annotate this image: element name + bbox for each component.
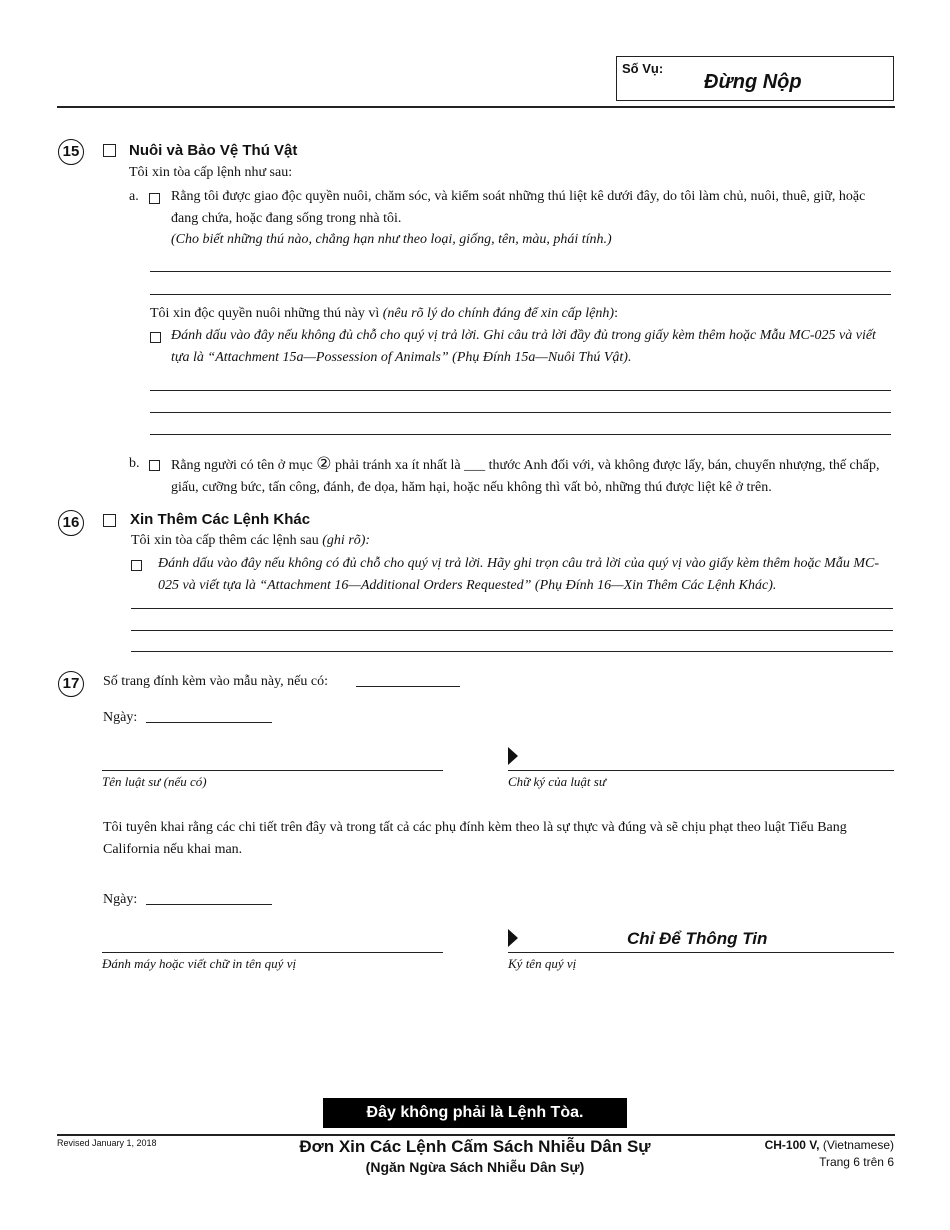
section15-attach-text: Đánh dấu vào đây nếu không đủ chỗ cho quý vị trả lời. Ghi câu trả lời đầy đủ trong giấy kèm thêm hoặc Mẫu MC-025 và viết tựa là “Attachment 15a—Possession of Animals” (Phụ Đính 15a—Nuôi Thú Vật). (171, 328, 876, 365)
section15-checkbox[interactable] (103, 143, 116, 161)
lawyer-name-label: Tên luật sư (nếu có) (102, 774, 207, 789)
item-number-15: 15 (58, 139, 84, 165)
section16-title: Xin Thêm Các Lệnh Khác (130, 511, 311, 528)
section15a-label: a. (129, 189, 139, 204)
form-code (765, 1138, 894, 1152)
signature-value[interactable]: Chỉ Để Thông Tin (627, 929, 768, 948)
section15b-text-part1: Rằng người có tên ở mục (171, 458, 313, 473)
section15-reason (150, 303, 618, 325)
petitioner-date-label: Ngày: (103, 892, 138, 907)
pages-attached-label: Số trang đính kèm vào mẫu này, nếu có: (103, 674, 328, 689)
orders-line-2[interactable] (131, 630, 893, 631)
petitioner-date-field[interactable] (146, 904, 272, 905)
section16-intro-text: Tôi xin tòa cấp thêm các lệnh sau (131, 533, 319, 548)
section15b-text (171, 453, 896, 499)
form-title: Đơn Xin Các Lệnh Cấm Sách Nhiễu Dân Sự (299, 1137, 651, 1156)
section16-intro (131, 530, 370, 552)
reason-line-2[interactable] (150, 412, 891, 413)
sign-arrow-icon (508, 929, 518, 947)
reason-line-1[interactable] (150, 390, 891, 391)
lawyer-date-label: Ngày: (103, 710, 138, 725)
section15a-hint: (Cho biết những thú nào, chẳng hạn như theo loại, giống, tên, màu, phái tính.) (171, 232, 612, 247)
declaration-text: Tôi tuyên khai rằng các chi tiết trên đây và trong tất cả các phụ đính kèm theo là sự thực và đúng và sẽ chịu phạt theo luật Tiểu Bang California nếu khai man. (103, 820, 847, 857)
sign-arrow-icon (508, 747, 518, 765)
section15b-checkbox[interactable] (149, 457, 160, 475)
form-code-id: CH-100 V, (764, 1138, 820, 1152)
section15-title: Nuôi và Bảo Vệ Thú Vật (129, 142, 298, 159)
reason-line-3[interactable] (150, 434, 891, 435)
form-subtitle: (Ngăn Ngừa Sách Nhiễu Dân Sự) (365, 1159, 585, 1175)
item-number-17: 17 (58, 671, 84, 697)
orders-line-1[interactable] (131, 608, 893, 609)
signature-label: Ký tên quý vị (508, 956, 577, 971)
section16-intro-hint: (ghi rõ): (322, 533, 371, 548)
print-name-label: Đánh máy hoặc viết chữ in tên quý vị (102, 956, 297, 971)
not-court-order-banner: Đây không phải là Lệnh Tòa. (323, 1098, 627, 1128)
section15-intro: Tôi xin tòa cấp lệnh như sau: (129, 165, 293, 180)
section16-attach-text: Đánh dấu vào đây nếu không có đủ chỗ cho quý vị trả lời. Hãy ghi trọn câu trả lời của quý vị vào giấy kèm thêm hoặc Mẫu MC-025 và viết tựa là “Attachment 16—Additional Orders Requested” (Phụ Đính 16—Xin Thêm Các Lệnh Khác). (158, 556, 880, 593)
page-info: Trang 6 trên 6 (819, 1155, 894, 1169)
section16-attach-checkbox[interactable] (131, 557, 142, 575)
section16-checkbox[interactable] (103, 513, 116, 531)
section15a-text: Rằng tôi được giao độc quyền nuôi, chăm sóc, và kiểm soát những thú liệt kê dưới đây, do tôi làm chủ, nuôi, thuê, giữ, hoặc đang chứa, hoặc đang sống trong nhà tôi. (171, 189, 866, 226)
animals-line-1[interactable] (150, 271, 891, 272)
section15b-label: b. (129, 456, 140, 471)
reason-colon: : (614, 306, 618, 321)
orders-line-3[interactable] (131, 651, 893, 652)
form-language: (Vietnamese) (822, 1138, 894, 1152)
header-rule (57, 106, 895, 108)
revised-date: Revised January 1, 2018 (57, 1138, 157, 1148)
case-number-label: Số Vụ: (622, 61, 664, 76)
animals-line-2[interactable] (150, 294, 891, 295)
item-number-16: 16 (58, 510, 84, 536)
reason-hint: (nêu rõ lý do chính đáng để xin cấp lệnh) (382, 306, 615, 321)
section15a-checkbox[interactable] (149, 190, 160, 208)
item-ref-2: ② (316, 454, 332, 473)
reason-text: Tôi xin độc quyền nuôi những thú này vì (150, 306, 380, 321)
section15b-text-part2: phải tránh xa ít nhất là ___ thước Anh đối với, và không được lấy, bán, chuyển nhượng, thế chấp, giấu, cưỡng bức, tấn công, đánh, đe dọa, hăm hại, hoặc nếu không thì vất bỏ, những thú được liệt kê ở trên. (171, 458, 880, 495)
case-number-value[interactable]: Đừng Nộp (704, 71, 802, 93)
section15-attach-checkbox[interactable] (150, 329, 161, 347)
lawyer-date-field[interactable] (146, 722, 272, 723)
footer-rule (57, 1134, 895, 1136)
pages-attached-field[interactable] (356, 686, 460, 687)
lawyer-signature-label: Chữ ký của luật sư (508, 774, 606, 789)
